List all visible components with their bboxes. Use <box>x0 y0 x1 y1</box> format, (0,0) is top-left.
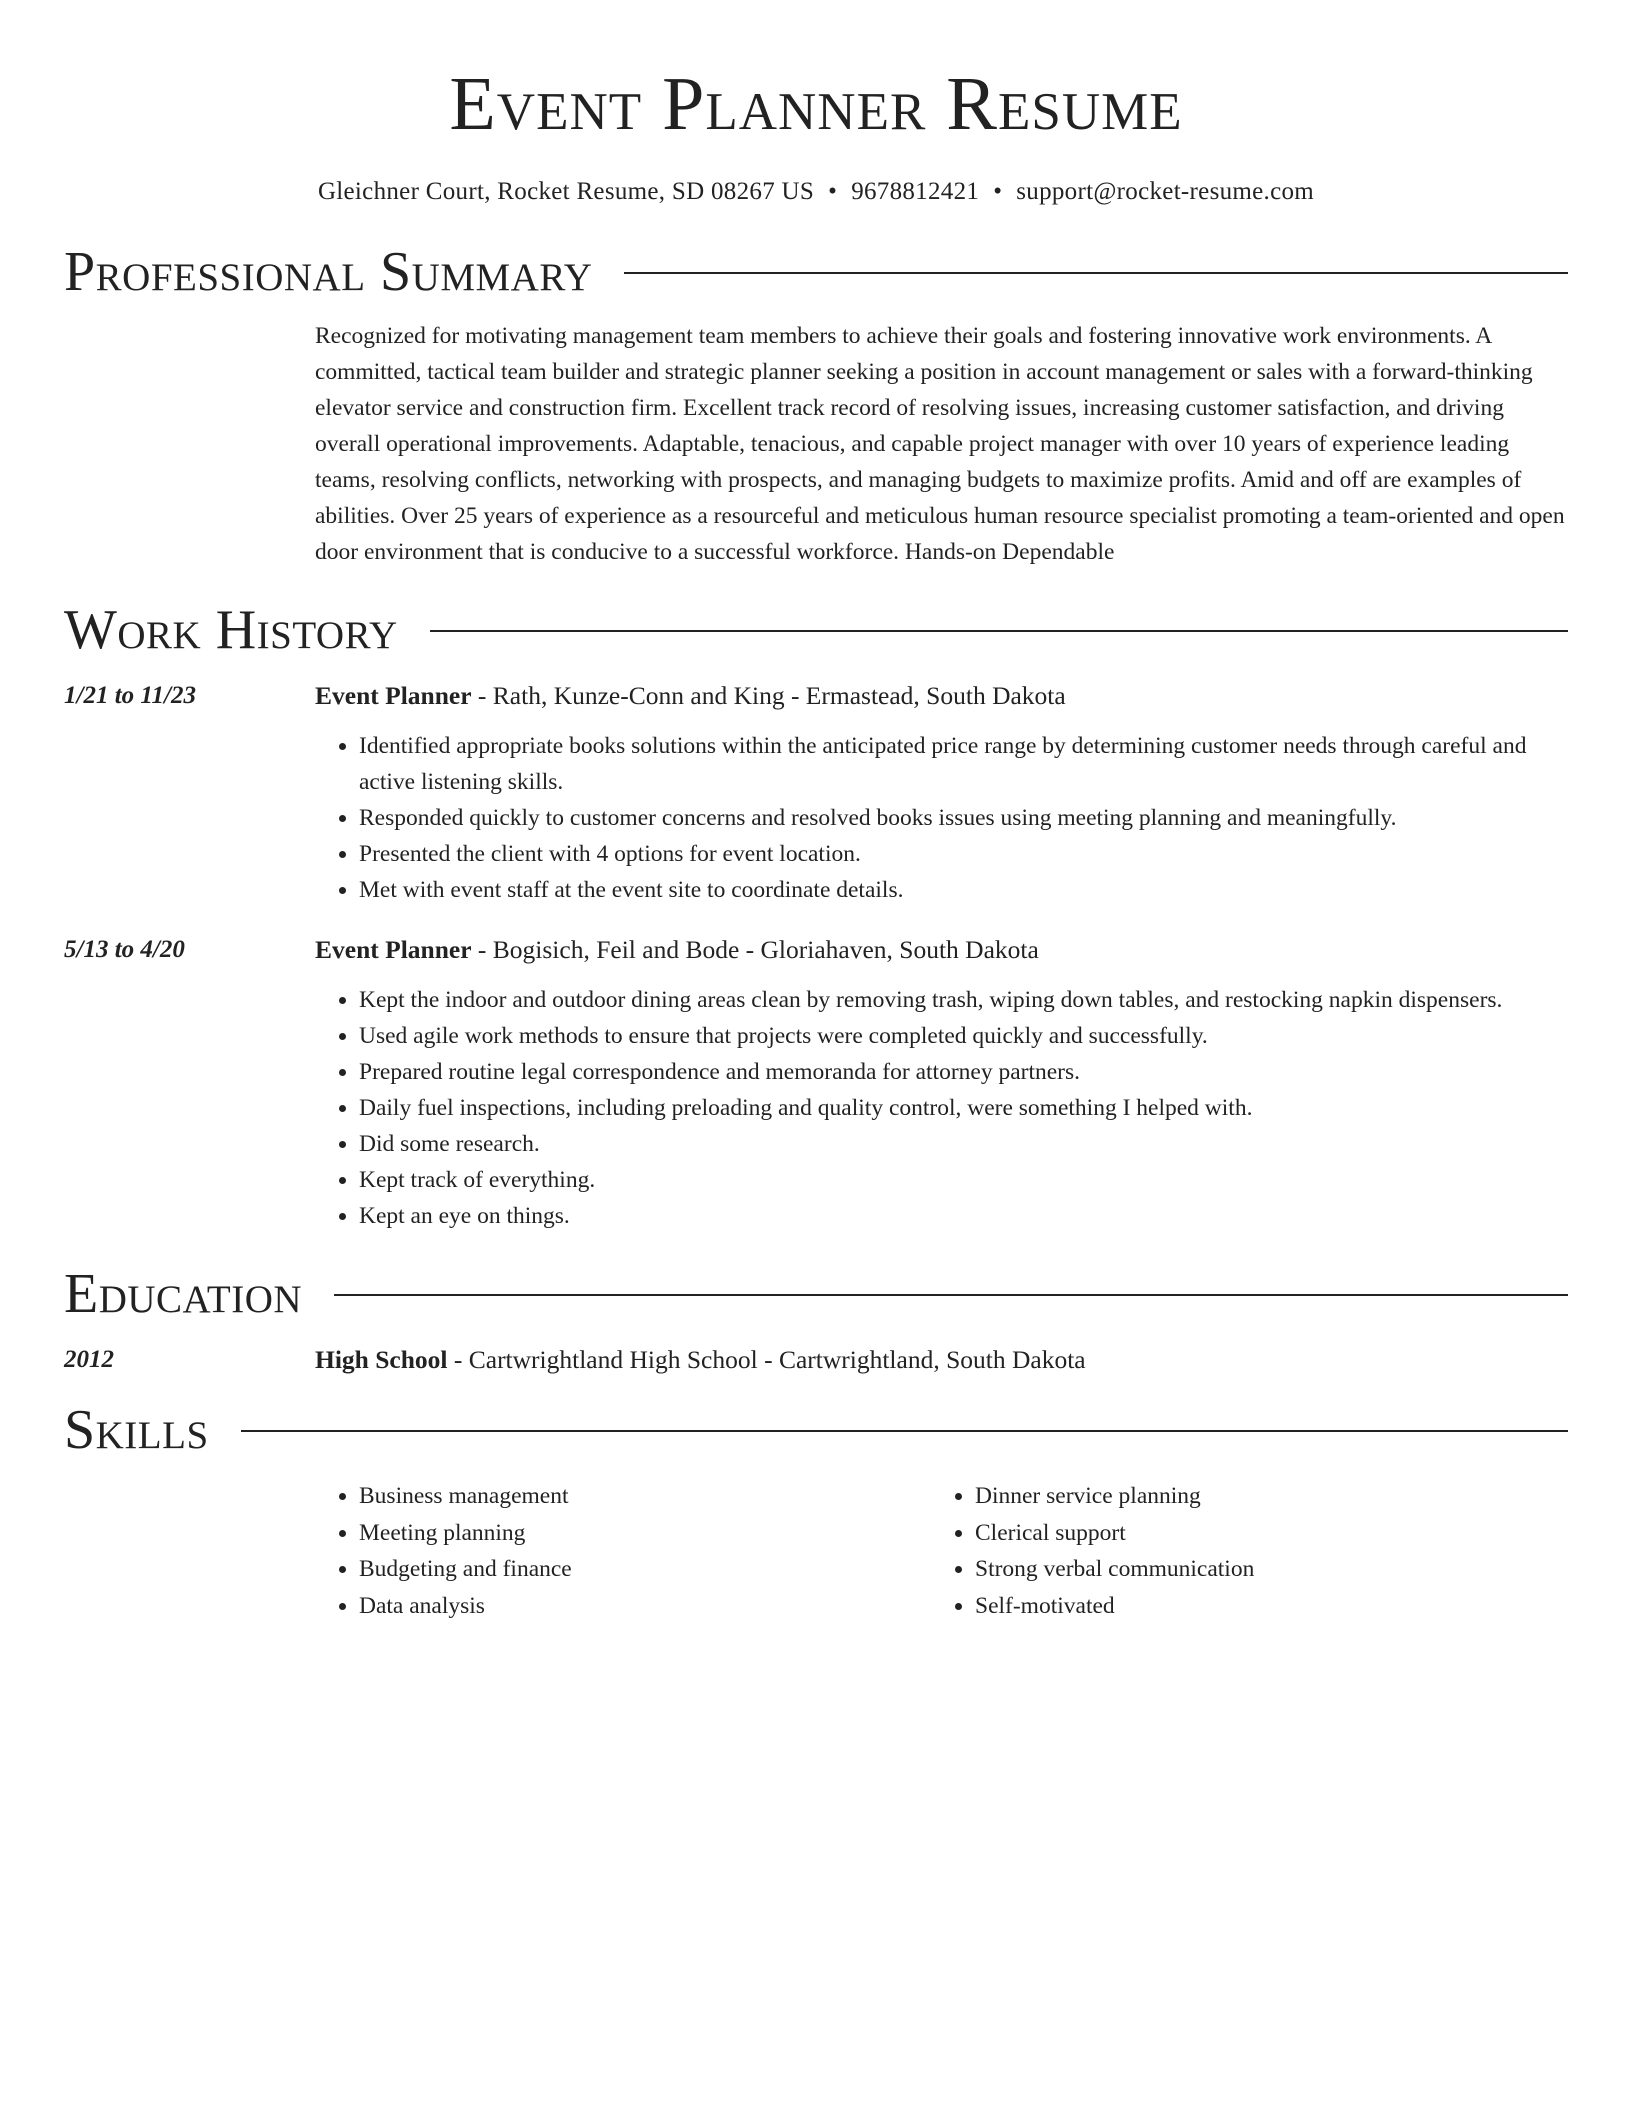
skill-item: • Self-motivated <box>975 1588 1254 1625</box>
summary-text: Recognized for motivating management team members to achieve their goals and fostering innovative work environments. A committed, tactical team builder and strategic planner seeking a position in account management or sales with a forward-thinking elevator service and construction firm. Excellent track record of resolving issues, increasing customer satisfaction, and driving overall operational improvements. Adaptable, tenacious, and capable project manager with over 10 years of experience leading teams, resolving conflicts, networking with prospects, and managing budgets to maximize profits. Amid and off are examples of abilities. Over 25 years of experience as a resourceful and meticulous human resource specialist promoting a team-oriented and open door environment that is conducive to a successful workforce. Hands-on Dependable <box>315 323 1565 565</box>
skills-list-right <box>931 1478 1254 1624</box>
skill-item: • Clerical support <box>975 1515 1254 1552</box>
skills-list-left <box>315 1478 931 1624</box>
list-item: • Used agile work methods to ensure that projects were completed quickly and successfully. <box>359 1018 1568 1054</box>
skill-item: • Data analysis <box>359 1588 931 1625</box>
skill-item: • Budgeting and finance <box>359 1551 931 1588</box>
education-heading-row <box>64 1262 1568 1326</box>
work-history-heading: Work History <box>64 599 398 661</box>
separator-dot: • <box>993 178 1003 205</box>
list-item: • Kept an eye on things. <box>359 1198 1568 1234</box>
job-bullets <box>315 728 1568 908</box>
education-heading: Education <box>64 1263 303 1325</box>
list-item: • Daily fuel inspections, including preloading and quality control, were something I helped with. <box>359 1090 1568 1126</box>
phone: 9678812421 <box>851 178 980 205</box>
resume-title: Event Planner Resume <box>449 62 1183 146</box>
list-item: • Prepared routine legal correspondence and memoranda for attorney partners. <box>359 1054 1568 1090</box>
education-section <box>64 1262 1568 1378</box>
job-title: Event Planner <box>315 681 472 710</box>
section-rule <box>334 1294 1568 1296</box>
education-degree: High School <box>315 1345 448 1374</box>
list-item: • Did some research. <box>359 1126 1568 1162</box>
job-details: - Rath, Kunze-Conn and King - Ermastead, South Dakota <box>471 681 1066 710</box>
separator-dot: • <box>828 178 838 205</box>
education-body <box>315 1342 1568 1378</box>
skill-item: • Business management <box>359 1478 931 1515</box>
job-title: Event Planner <box>315 935 472 964</box>
education-year: 2012 <box>64 1346 114 1373</box>
job-header <box>315 932 1568 968</box>
skills-columns <box>315 1478 1568 1624</box>
job-dates: 5/13 to 4/20 <box>64 936 185 963</box>
contact-line <box>64 176 1568 208</box>
job-header <box>315 678 1568 714</box>
address: Gleichner Court, Rocket Resume, SD 08267 US <box>317 178 815 205</box>
section-rule <box>430 630 1568 632</box>
summary-section <box>64 240 1568 570</box>
job-details: - Bogisich, Feil and Bode - Gloriahaven, South Dakota <box>471 935 1039 964</box>
section-rule <box>241 1430 1568 1432</box>
skill-item: • Strong verbal communication <box>975 1551 1254 1588</box>
skills-heading-row <box>64 1398 1568 1462</box>
list-item: • Met with event staff at the event site to coordinate details. <box>359 872 1568 908</box>
education-header <box>315 1342 1568 1378</box>
list-item: • Kept track of everything. <box>359 1162 1568 1198</box>
summary-heading: Professional Summary <box>64 241 593 303</box>
list-item: • Responded quickly to customer concerns and resolved books issues using meeting planning and meaningfully. <box>359 800 1568 836</box>
job-bullets <box>315 982 1568 1234</box>
email: support@rocket-resume.com <box>1016 178 1315 205</box>
job-dates: 1/21 to 11/23 <box>64 682 196 709</box>
education-entry <box>64 1342 1568 1378</box>
summary-heading-row <box>64 240 1568 304</box>
work-history-section <box>64 598 1568 1234</box>
resume-page <box>64 0 1568 1624</box>
education-details: - Cartwrightland High School - Cartwrightland, South Dakota <box>447 1345 1086 1374</box>
job-entry <box>64 678 1568 908</box>
job-entry <box>64 932 1568 1234</box>
list-item: • Kept the indoor and outdoor dining areas clean by removing trash, wiping down tables, and restocking napkin dispensers. <box>359 982 1568 1018</box>
skills-heading: Skills <box>64 1399 209 1461</box>
job-body <box>315 932 1568 1234</box>
list-item: • Presented the client with 4 options for event location. <box>359 836 1568 872</box>
skills-section <box>64 1398 1568 1624</box>
list-item: • Identified appropriate books solutions within the anticipated price range by determining customer needs through careful and active listening skills. <box>359 728 1568 800</box>
work-heading-row <box>64 598 1568 662</box>
job-body <box>315 678 1568 908</box>
skill-item: • Meeting planning <box>359 1515 931 1552</box>
section-rule <box>624 272 1568 274</box>
skill-item: • Dinner service planning <box>975 1478 1254 1515</box>
